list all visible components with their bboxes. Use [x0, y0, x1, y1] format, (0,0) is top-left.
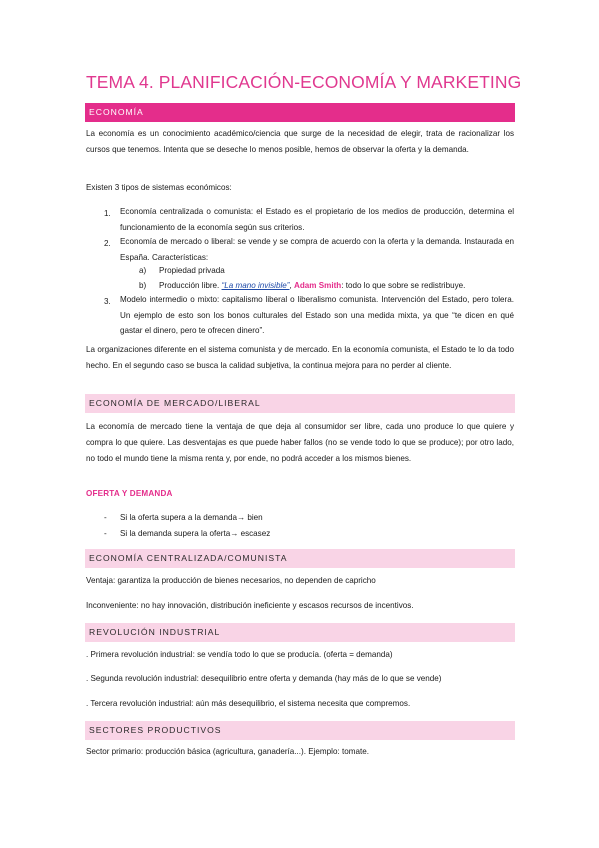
economia-intro: La economía es un conocimiento académico/ciencia que surge de la necesidad de elegir, trata de racionalizar los cursos que tenemos. Intenta que se deseche lo menos posible, hemos de observar la oferta y la demanda.	[86, 129, 514, 154]
sub-a-text: Propiedad privada	[159, 266, 225, 275]
sub-b-label: b)	[139, 281, 147, 290]
list-item-centralizada: Economía centralizada o comunista: el Estado es el propietario de los medios de producción, determina el funcionamiento de la economía según sus criterios.	[120, 207, 514, 232]
list-item-mixto: Modelo intermedio o mixto: capitalismo liberal o liberalismo comunista. Intervención del Estado, pero tolera. Un ejemplo de esto son los bonos culturales del Estado son una medida mixta, ya que “te dicen en qué gastar el dinero, pero te ofrecen dinero”.	[120, 295, 514, 335]
list-number-3: 3.	[104, 297, 111, 306]
list-number-2: 2.	[104, 239, 111, 248]
sector-primario: Sector primario: producción básica (agricultura, ganadería...). Ejemplo: tomate.	[86, 747, 369, 756]
sub-b-text	[159, 280, 465, 292]
page-title: TEMA 4. PLANIFICACIÓN-ECONOMÍA Y MARKETING	[86, 72, 522, 92]
mercado-text: La economía de mercado tiene la ventaja de que deja al consumidor ser libre, cada uno produce lo que quiere y compra lo que quiere. Las desventajas es que puede haber fallos (no se vende todo lo que se produce); por otro lado, no todo el mundo tiene la misma renta y, por ende, no podrá acceder a los mismos bienes.	[86, 422, 514, 463]
section-header-sectores: SECTORES PRODUCTIVOS	[85, 721, 515, 740]
adam-smith-name: Adam Smith	[293, 281, 342, 290]
inconveniente-text: Inconveniente: no hay innovación, distribución ineficiente y escasos recursos de incentivos.	[86, 601, 414, 610]
economia-closing: La organizaciones diferente en el sistema comunista y de mercado. En la economía comunista, el Estado te lo da todo hecho. En el segundo caso se busca la calidad subjetiva, la continua mejora para no perder al cliente.	[86, 345, 514, 370]
bullet-mark-2: -	[104, 529, 107, 538]
list-number-1: 1.	[104, 209, 111, 218]
primera-revolucion: . Primera revolución industrial: se vendía todo lo que se producía. (oferta = demanda)	[86, 650, 393, 659]
section-header-economia: ECONOMÍA	[85, 103, 515, 122]
section-header-revolucion: REVOLUCIÓN INDUSTRIAL	[85, 623, 515, 642]
section-header-centralizada: ECONOMÍA CENTRALIZADA/COMUNISTA	[85, 549, 515, 568]
section-header-mercado: ECONOMÍA DE MERCADO/LIBERAL	[85, 394, 515, 413]
sub-b-prefix: Producción libre.	[159, 281, 222, 290]
segunda-revolucion: . Segunda revolución industrial: desequilibrio entre oferta y demanda (hay más de lo que se vende)	[86, 674, 442, 683]
sub-b-separator: ,	[289, 281, 294, 290]
bullet-oferta: Si la oferta supera a la demanda→ bien	[120, 513, 263, 522]
sub-b-suffix: : todo lo que sobre se redistribuye.	[341, 281, 466, 290]
tipos-intro: Existen 3 tipos de sistemas económicos:	[86, 183, 232, 192]
list-item-mercado: Economía de mercado o liberal: se vende y se compra de acuerdo con la oferta y la demanda. Instaurada en España. Características:	[120, 237, 514, 262]
bullet-mark-1: -	[104, 513, 107, 522]
mano-invisible-link[interactable]: “La mano invisible”	[221, 281, 290, 290]
ventaja-text: Ventaja: garantiza la producción de bienes necesarios, no dependen de capricho	[86, 576, 376, 585]
oferta-demanda-subheading: OFERTA Y DEMANDA	[86, 489, 173, 498]
sub-a-label: a)	[139, 266, 147, 275]
bullet-demanda: Si la demanda supera la oferta→ escasez	[120, 529, 271, 538]
tercera-revolucion: . Tercera revolución industrial: aún más desequilibrio, el sistema necesita que compremos.	[86, 699, 411, 708]
